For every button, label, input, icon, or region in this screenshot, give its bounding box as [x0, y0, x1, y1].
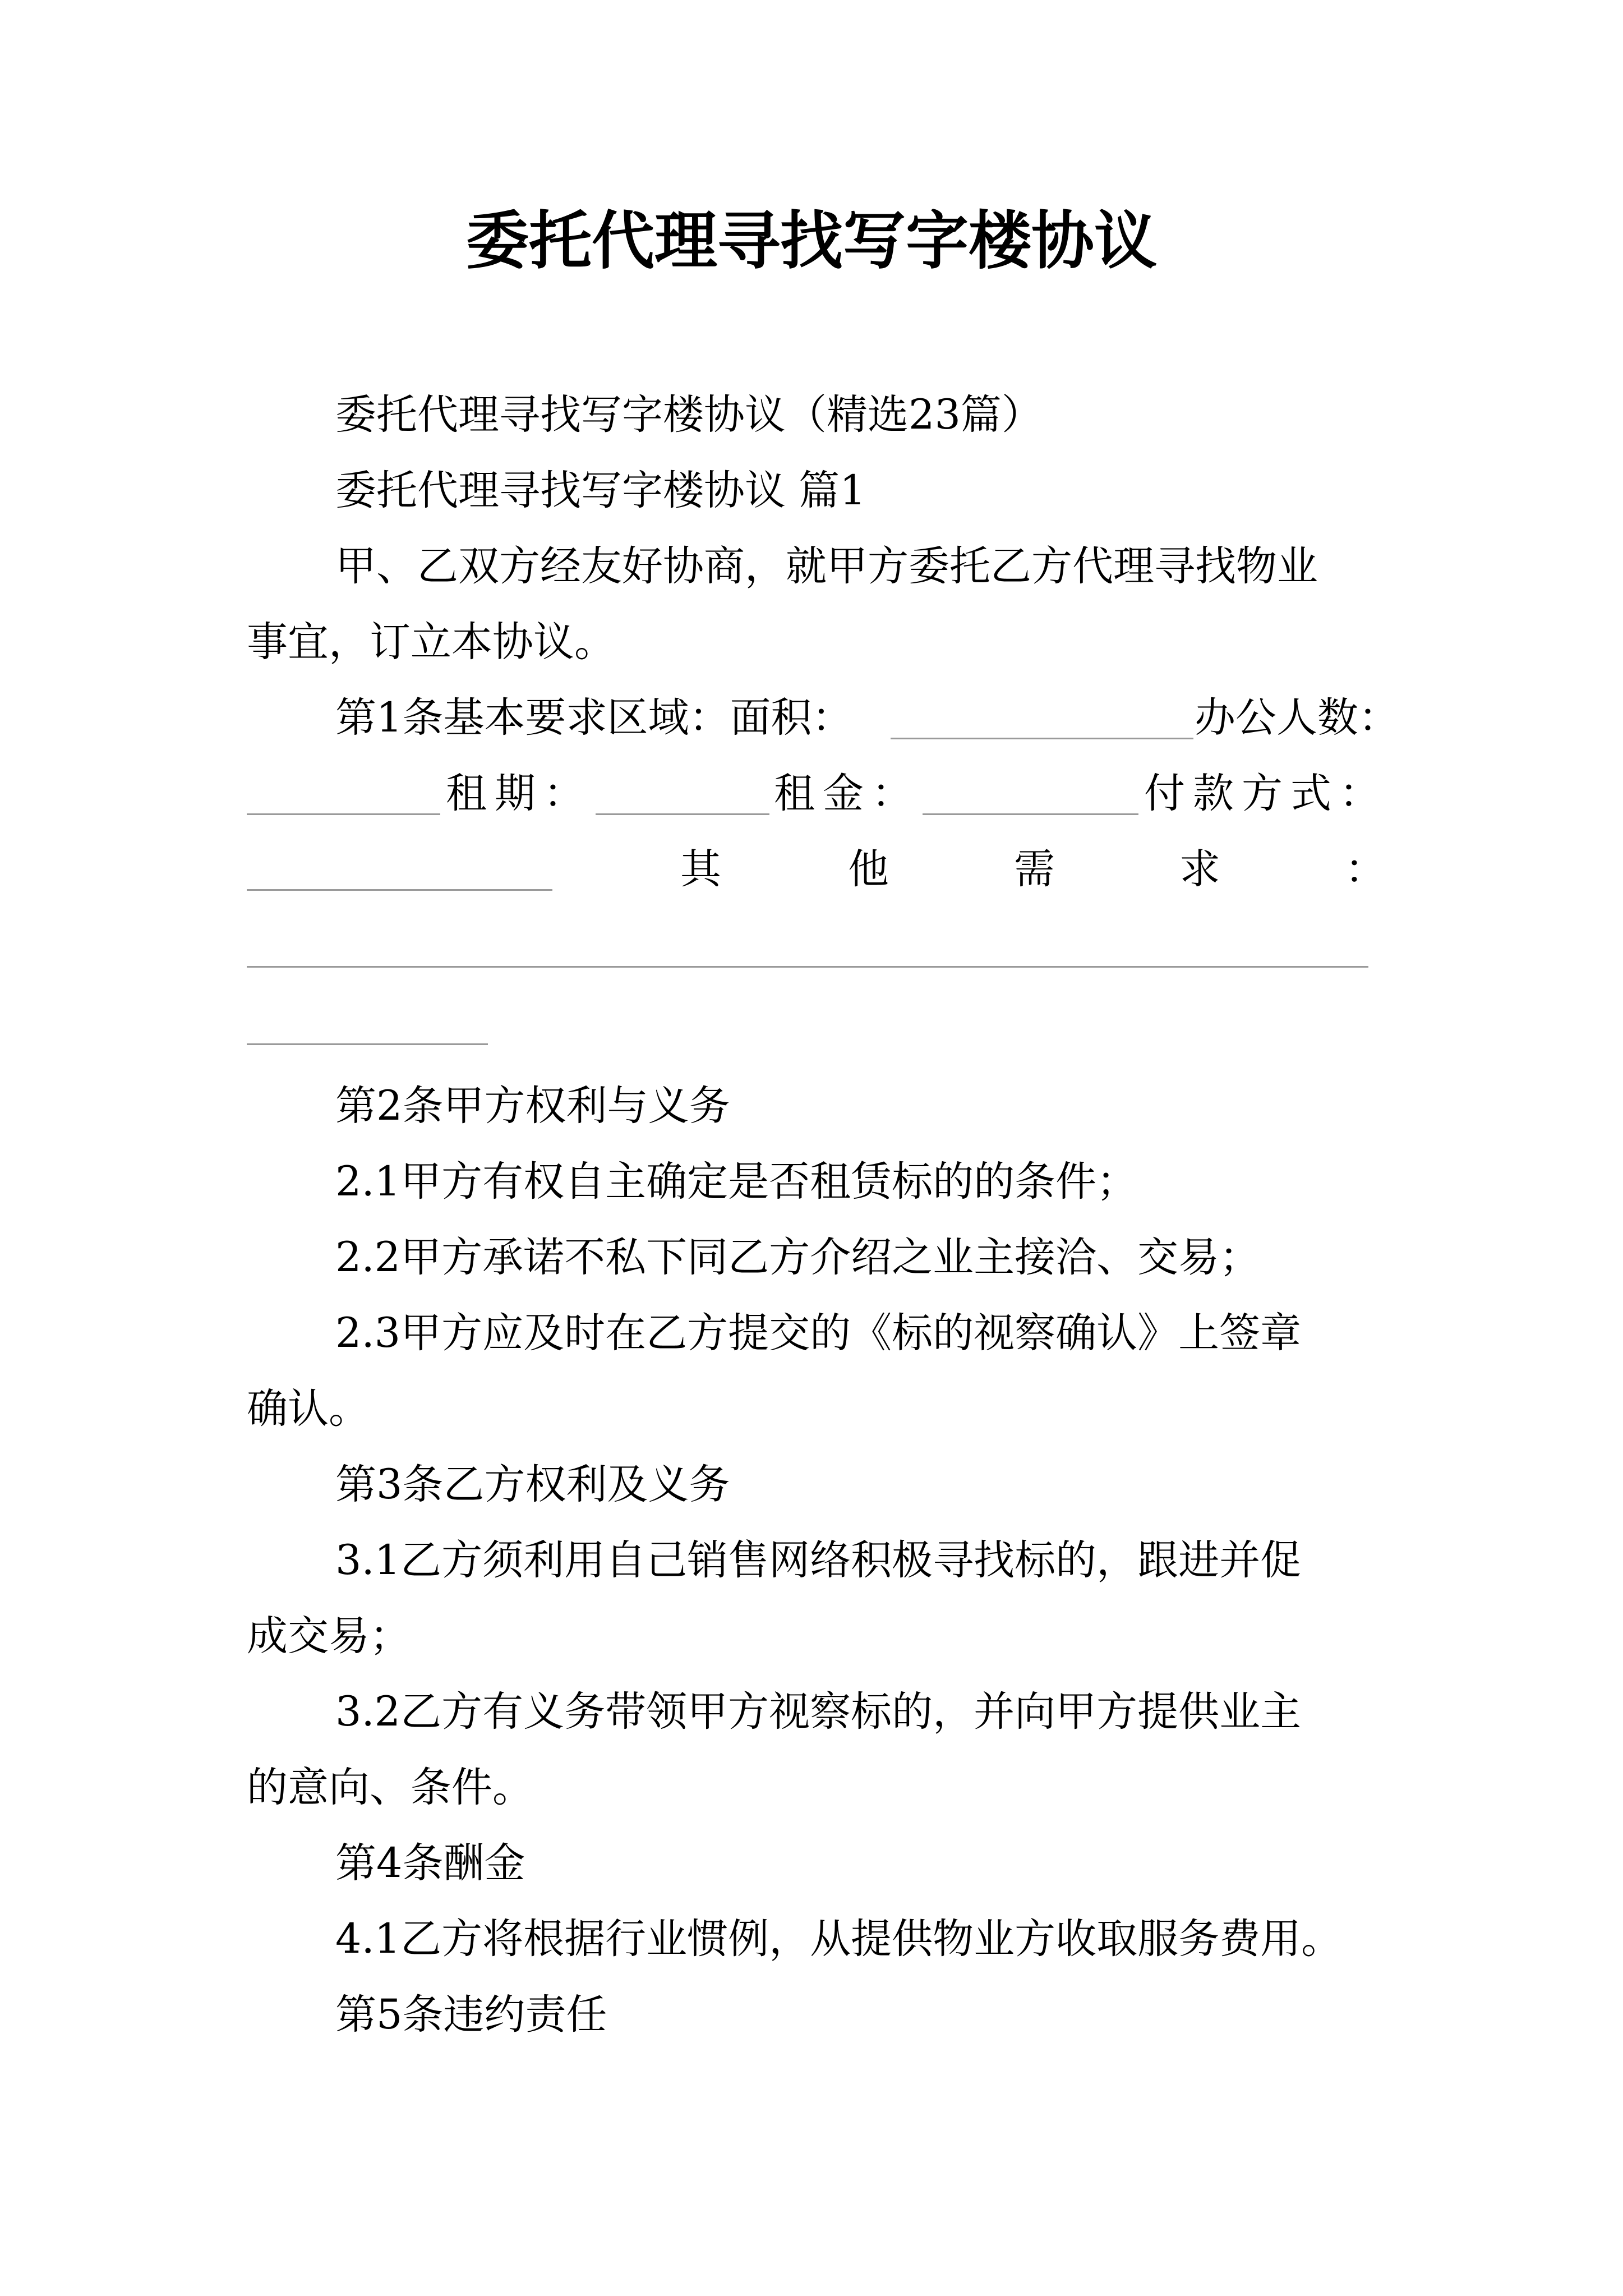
office-count-blank: [247, 813, 440, 815]
article2-item3-text1: 2.3甲方应及时在乙方提交的《标的视察确认》上签章: [335, 1309, 1302, 1357]
article2-item2: 2.2甲方承诺不私下同乙方介绍之业主接洽、交易；: [335, 1234, 1261, 1281]
article4-item1: 4.1乙方将根据行业惯例，从提供物业方收取服务费用。: [335, 1915, 1343, 1963]
article2-item3-text2: 确认。: [247, 1385, 370, 1433]
term-blank: [596, 813, 769, 815]
intro-text-2: 事宜，订立本协议。: [247, 618, 615, 666]
other-char-5: ：: [1345, 845, 1386, 893]
area-blank: [891, 738, 1193, 739]
section-heading: 委托代理寻找写字楼协议 篇1: [335, 467, 866, 514]
office-count-label: 办公人数：: [1195, 694, 1399, 742]
document-title: 委托代理寻找写字楼协议: [466, 204, 1157, 278]
other-needs-blank-2: [247, 1043, 488, 1045]
article5-heading: 第5条违约责任: [335, 1991, 607, 2039]
payment-blank: [247, 889, 552, 891]
other-needs-blank-1: [247, 966, 1368, 968]
article3-item1-text1: 3.1乙方须利用自己销售网络积极寻找标的，跟进并促: [335, 1536, 1302, 1584]
intro-text-1: 甲、乙双方经友好协商，就甲方委托乙方代理寻找物业: [335, 542, 1318, 590]
subtitle: 委托代理寻找写字楼协议（精选23篇）: [335, 391, 1043, 439]
article2-heading: 第2条甲方权利与义务: [335, 1082, 730, 1130]
term-label: 租期：: [446, 770, 592, 817]
article1-prefix: 第1条基本要求区域：面积：: [335, 694, 853, 742]
rent-blank: [923, 813, 1138, 815]
article3-item2-text1: 3.2乙方有义务带领甲方视察标的，并向甲方提供业主: [335, 1688, 1302, 1736]
payment-label: 付款方式：: [1144, 770, 1388, 817]
article2-item1: 2.1甲方有权自主确定是否租赁标的的条件；: [335, 1158, 1138, 1205]
other-char-4: 求: [1179, 845, 1220, 893]
other-char-3: 需: [1014, 845, 1055, 893]
other-char-2: 他: [848, 845, 889, 893]
article4-heading: 第4条酬金: [335, 1839, 525, 1887]
article3-item1-text2: 成交易；: [247, 1612, 411, 1660]
other-char-1: 其: [680, 845, 721, 893]
article3-heading: 第3条乙方权利及义务: [335, 1461, 730, 1508]
article3-item2-text2: 的意向、条件。: [247, 1764, 533, 1811]
rent-label: 租金：: [774, 770, 920, 817]
